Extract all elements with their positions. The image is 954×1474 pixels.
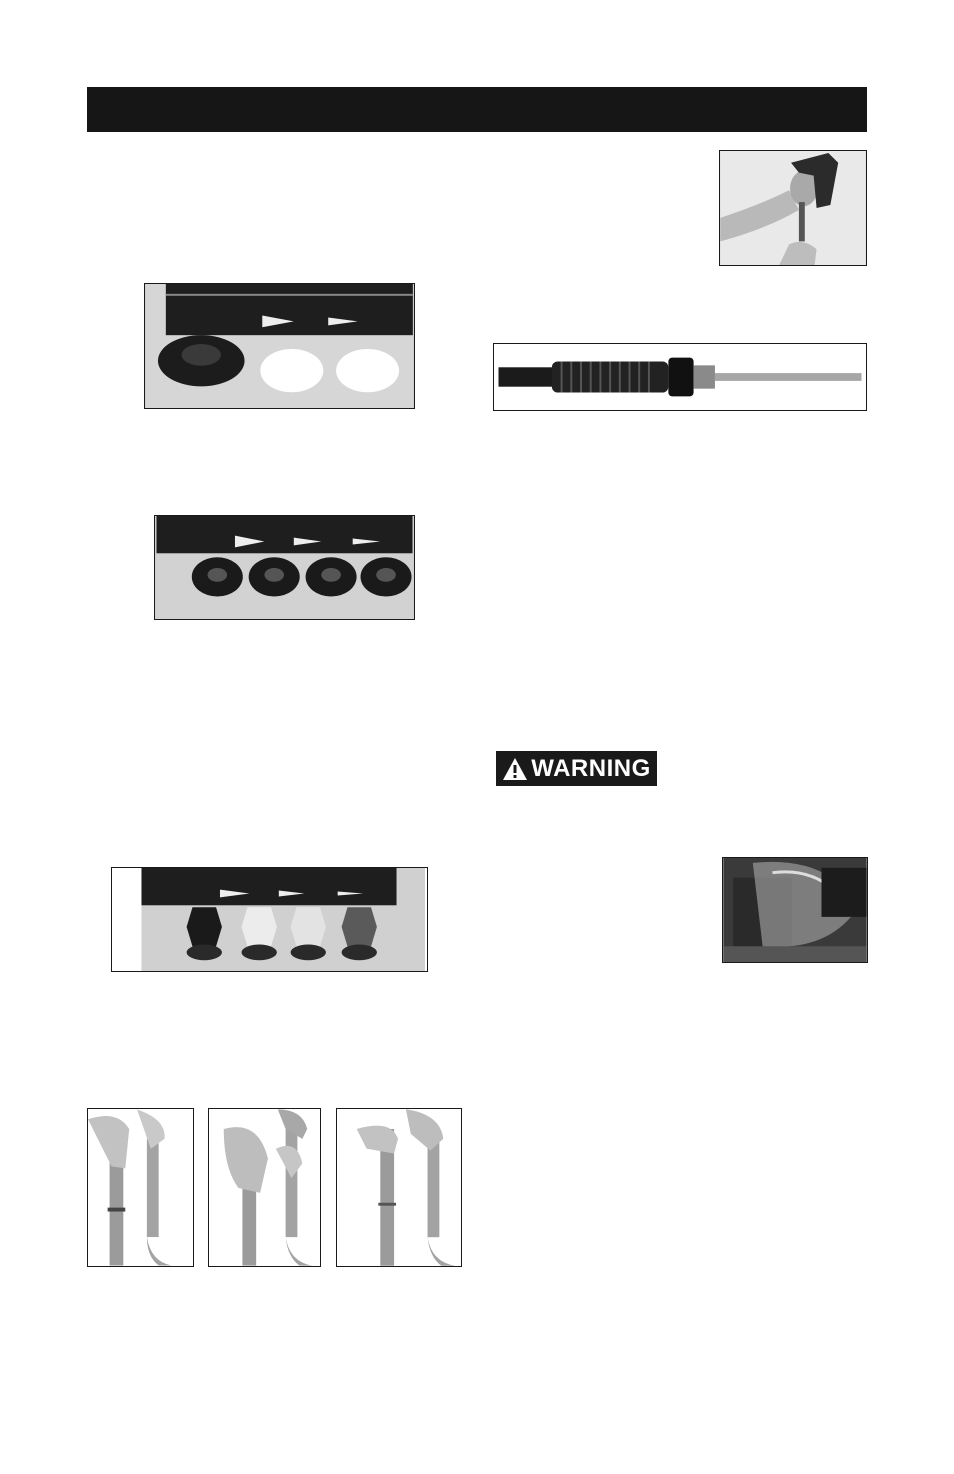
photo-spray-gun-connection [719, 150, 867, 266]
photo-handle-step-3 [336, 1108, 462, 1267]
photo-handle-step-1 [87, 1108, 194, 1267]
warning-triangle-icon [502, 757, 528, 781]
photo-engine-covered [722, 857, 868, 963]
photo-handle-step-2 [208, 1108, 321, 1267]
photo-four-grommets [154, 515, 415, 620]
photo-nozzles-in-holder [111, 867, 428, 972]
warning-text: WARNING [531, 755, 651, 782]
photo-spray-wand [493, 343, 867, 411]
section-header-bar [87, 87, 867, 132]
photo-nozzle-holder-grommet [144, 283, 415, 409]
warning-label [496, 751, 657, 786]
